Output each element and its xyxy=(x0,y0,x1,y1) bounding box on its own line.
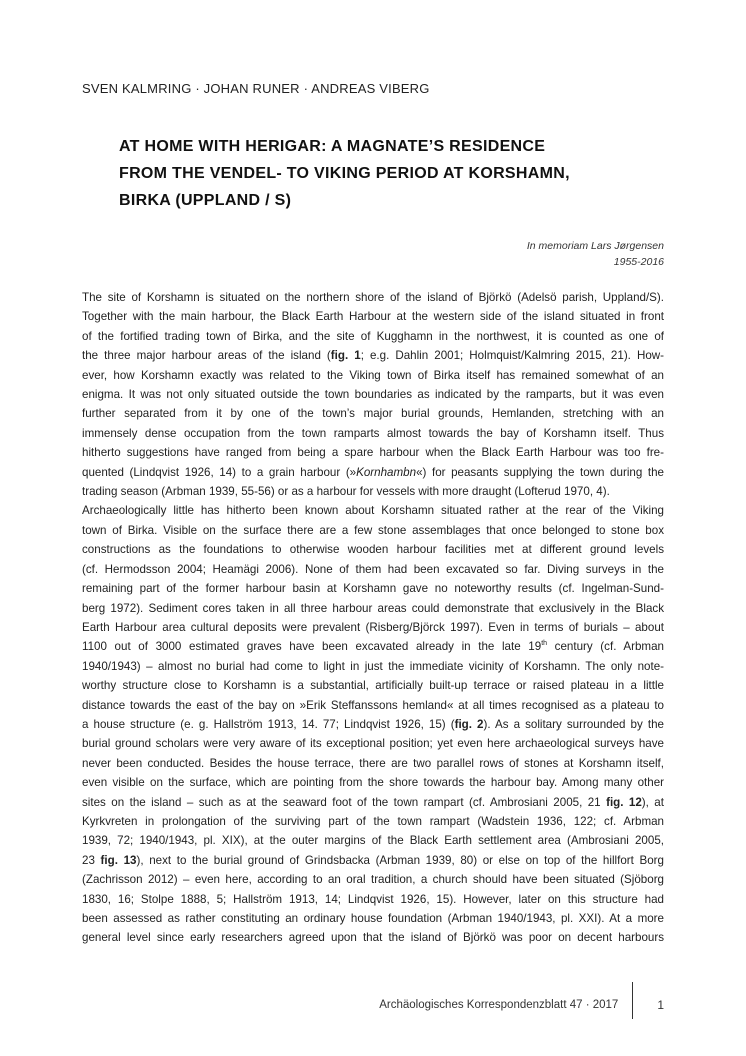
article-title xyxy=(119,133,639,214)
page-number: 1 xyxy=(657,997,664,1012)
text-line: Earth Harbour area cultural deposits were prevalent (Risberg/Björck 1997). Even in terms of burials – about xyxy=(82,620,664,634)
figure-reference: fig. 12 xyxy=(606,795,642,809)
text-line: immensely dense occupation from the town ramparts almost towards the bay of Korshamn itself. Thus xyxy=(82,426,664,440)
text-line: general level since early researchers agreed upon that the island of Björkö was poor on decent harbours xyxy=(82,931,664,945)
text-line: (cf. Hermodsson 2004; Heamägi 2006). None of them had been excavated so far. Diving surveys in the xyxy=(82,562,664,576)
text-line: further separated from it by one of the town’s major burial grounds, Hemlanden, stretching with an xyxy=(82,407,664,421)
text-line: The site of Korshamn is situated on the northern shore of the island of Björkö (Adelsö parish, Uppland/S). xyxy=(82,291,664,304)
dedication xyxy=(527,238,664,270)
text-line: enigma. It was not only situated outside the town boundaries as indicated by the ramparts, but it was even xyxy=(82,388,664,402)
text-line: constructions as the foundations to otherwise wooden harbour facilities met at different ground levels xyxy=(82,543,664,557)
dedication-years: 1955-2016 xyxy=(613,256,664,268)
text-line: been assessed as rather constituting an ordinary house foundation (Arbman 1940/1943, pl. XXI). At a more xyxy=(82,912,664,925)
text-line: 23 fig. 13), next to the burial ground of Grindsbacka (Arbman 1939, 80) or else on top of the hillfort Borg xyxy=(82,853,664,867)
text-line: berg 1972). Sediment cores taken in all three harbour areas could demonstrate that exclusively in the Black xyxy=(82,601,664,615)
text-line: Archaeologically little has hitherto been known about Korshamn situated rather at the rear of the Viking xyxy=(82,504,664,518)
text-line: never been conducted. Besides the house terrace, there are two parallel rows of stones at Korshamn itself, xyxy=(82,756,664,770)
figure-reference: fig. 13 xyxy=(100,853,137,867)
title-line: FROM THE VENDEL- TO VIKING PERIOD AT KORSHAMN, xyxy=(119,165,570,182)
text-line: burial ground scholars were very aware of its exceptional position; yet even here archaeological surveys have xyxy=(82,737,664,751)
dedication-name: In memoriam Lars Jørgensen xyxy=(526,240,664,252)
page-footer xyxy=(379,986,664,1023)
author-list: SVEN KALMRING · JOHAN RUNER · ANDREAS VIBERG xyxy=(82,81,430,96)
text-line: ever, how Korshamn exactly was related to the Viking town of Birka itself has remained somewhat of an xyxy=(82,368,664,382)
text-line: even visible on the surface, which are pointing from the shore towards the harbour bay. Among many other xyxy=(82,776,664,790)
text-line: town of Birka. Visible on the surface there are a few stone assemblages that once belonged to stone box xyxy=(82,523,664,537)
text-line: of the fortified trading town of Birka, and the site of Kugghamn in the northwest, it is counted as one of xyxy=(82,329,664,343)
text-line: 1830, 16; Stolpe 1888, 5; Hallström 1913, 14; Lindqvist 1926, 15). However, later on this structure had xyxy=(82,892,664,906)
text-line: quented (Lindqvist 1926, 14) to a grain harbour (»Kornhambn«) for peasants supplying the town during the xyxy=(82,465,664,479)
text-line: remaining part of the former harbour basin at Korshamn gave no noteworthy results (cf. Ingelman-Sund- xyxy=(82,582,664,596)
text-line: the three major harbour areas of the island (fig. 1; e.g. Dahlin 2001; Holmquist/Kalmring 2015, 21). How- xyxy=(82,349,665,363)
figure-reference: fig. 2 xyxy=(454,717,484,731)
text-line: 1939, 72; 1940/1943, pl. XIX), at the outer margins of the Black Earth settlement area (Ambrosiani 2005, xyxy=(82,834,664,848)
journal-name: Archäologisches Korrespondenzblatt 47 · 2017 xyxy=(379,998,619,1011)
text-line: Together with the main harbour, the Black Earth Harbour at the western side of the island situated in front xyxy=(82,310,664,324)
title-line: BIRKA (UPPLAND / S) xyxy=(119,192,292,209)
text-line: trading season (Arbman 1939, 55-56) or as a harbour for vessels with more draught (Lofterud 1970, 4). xyxy=(82,485,610,499)
text-line: sites on the island – such as at the seaward foot of the town rampart (cf. Ambrosiani 2005, 21 fig. 12), at xyxy=(82,795,664,809)
text-line: distance towards the east of the bay on »Erik Steffanssons hemland« at all times recognised as a plateau to xyxy=(82,698,664,712)
text-line: 1100 out of 3000 estimated graves have been excavated already in the late 19th century (cf. Arbman xyxy=(82,640,664,654)
title-line: AT HOME WITH HERIGAR: A MAGNATE’S RESIDENCE xyxy=(119,138,546,155)
text-line: a house structure (e. g. Hallström 1913, 14. 77; Lindqvist 1926, 15) (fig. 2). As a solitary surrounded by the xyxy=(82,717,664,731)
text-line: worthy structure close to Korshamn is a substantial, artificially built-up terrace or raised plateau in a little xyxy=(82,679,664,693)
text-line: 1940/1943) – almost no burial had come to light in just the immediate vicinity of Korshamn. The only note- xyxy=(82,659,664,673)
figure-reference: fig. 1 xyxy=(330,349,361,363)
body-text xyxy=(82,288,664,948)
text-line: hitherto suggestions have ranged from being a spare harbour when the Black Earth Harbour was too fre- xyxy=(82,446,664,460)
text-line: Kyrkvreten in prolongation of the surviving part of the town rampart (Wadstein 1936, 122; cf. Arbman xyxy=(82,814,664,828)
text-line: (Zachrisson 2012) – even here, according to an oral tradition, a church should have been situated (Sjöborg xyxy=(82,873,664,887)
footer-divider xyxy=(632,982,633,1019)
